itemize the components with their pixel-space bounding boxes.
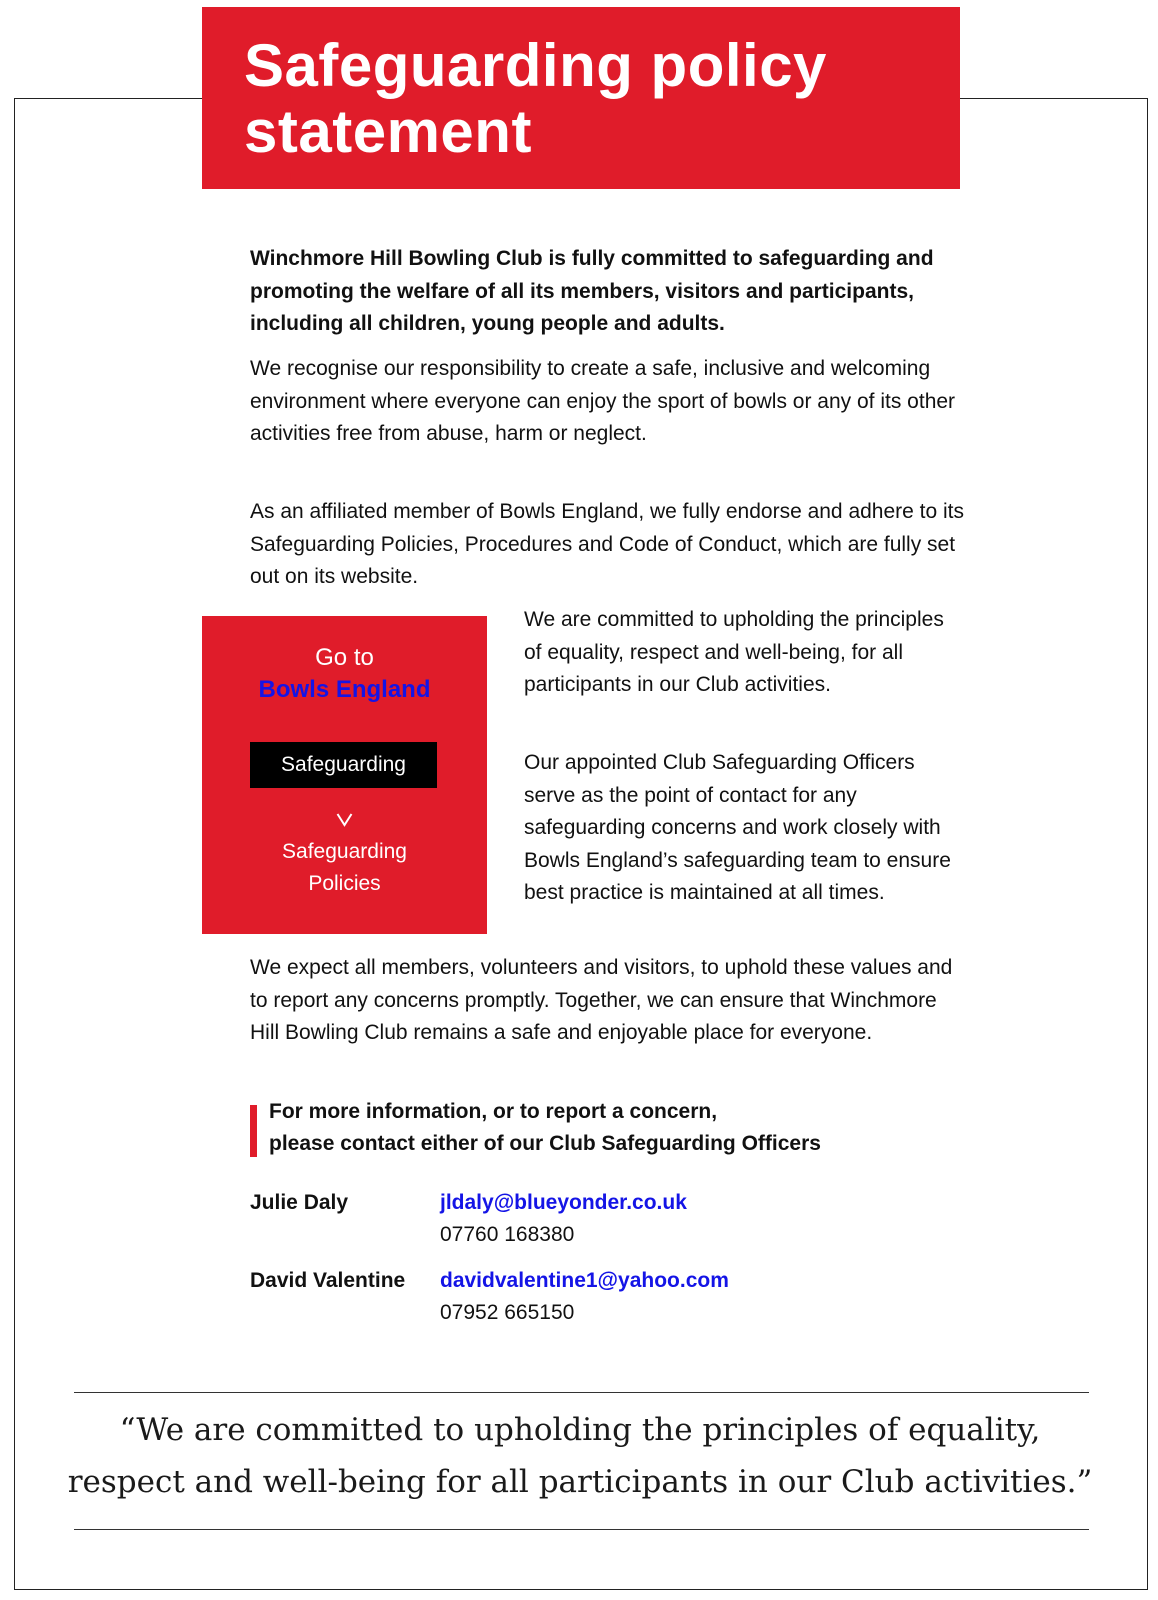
title-banner	[202, 7, 960, 189]
contact-name: Julie Daly	[250, 1191, 349, 1214]
officers-paragraph: Our appointed Club Safeguarding Officers serve as the point of contact for any safeguarding concerns and work closely with Bowls England’s safeguarding team to ensure best practice is maintained at all times.	[524, 751, 951, 904]
safeguarding-policies-link[interactable]	[202, 836, 487, 900]
contact-prompt-line-2: please contact either of our Club Safeguarding Officers	[269, 1132, 821, 1155]
quote-rule-top	[74, 1392, 1089, 1393]
quote-line-2: respect and well-being for all participants in our Club activities.”	[67, 1464, 1093, 1500]
chevron-down-icon	[202, 808, 487, 832]
title-line-2: statement	[244, 98, 532, 165]
contact-email-link[interactable]: davidvalentine1@yahoo.com	[440, 1269, 729, 1292]
contact-prompt	[269, 1096, 969, 1160]
quote-line-1: “We are committed to upholding the principles of equality,	[119, 1412, 1041, 1448]
contact-phone: 07760 168380	[440, 1223, 575, 1246]
responsibility-paragraph: We recognise our responsibility to create a safe, inclusive and welcoming environment where everyone can enjoy the sport of bowls or any of its other activities free from abuse, harm or neglect.	[250, 357, 956, 445]
contact-name: David Valentine	[250, 1269, 406, 1292]
policies-line-2: Policies	[308, 872, 381, 895]
contact-phone: 07952 665150	[440, 1301, 575, 1324]
title-line-1: Safeguarding policy	[244, 32, 827, 99]
policies-line-1: Safeguarding	[282, 840, 407, 863]
safeguarding-button[interactable]: Safeguarding	[250, 742, 437, 788]
expectations-paragraph: We expect all members, volunteers and visitors, to uphold these values and to report any concerns promptly. Together, we can ensure that Winchmore Hill Bowling Club remains a safe and enjoyable place for everyone.	[250, 956, 953, 1044]
contact-email-link[interactable]: jldaly@blueyonder.co.uk	[440, 1191, 687, 1214]
pull-quote	[60, 1404, 1100, 1508]
bowls-england-callout	[202, 616, 487, 934]
info-accent-bar	[250, 1105, 257, 1157]
go-to-label: Go to	[315, 644, 374, 671]
bowls-england-link[interactable]: Bowls England	[258, 676, 431, 703]
affiliation-paragraph: As an affiliated member of Bowls England, we fully endorse and adhere to its Safeguarding Policies, Procedures and Code of Conduct, which are fully set out on its website.	[250, 500, 965, 588]
intro-paragraph: Winchmore Hill Bowling Club is fully committed to safeguarding and promoting the welfare of all its members, visitors and participants, including all children, young people and adults.	[250, 247, 934, 335]
page-title	[244, 33, 960, 165]
contact-prompt-line-1: For more information, or to report a concern,	[269, 1100, 718, 1123]
quote-rule-bottom	[74, 1529, 1089, 1530]
principles-paragraph: We are committed to upholding the principles of equality, respect and well-being, for all participants in our Club activities.	[524, 608, 944, 696]
